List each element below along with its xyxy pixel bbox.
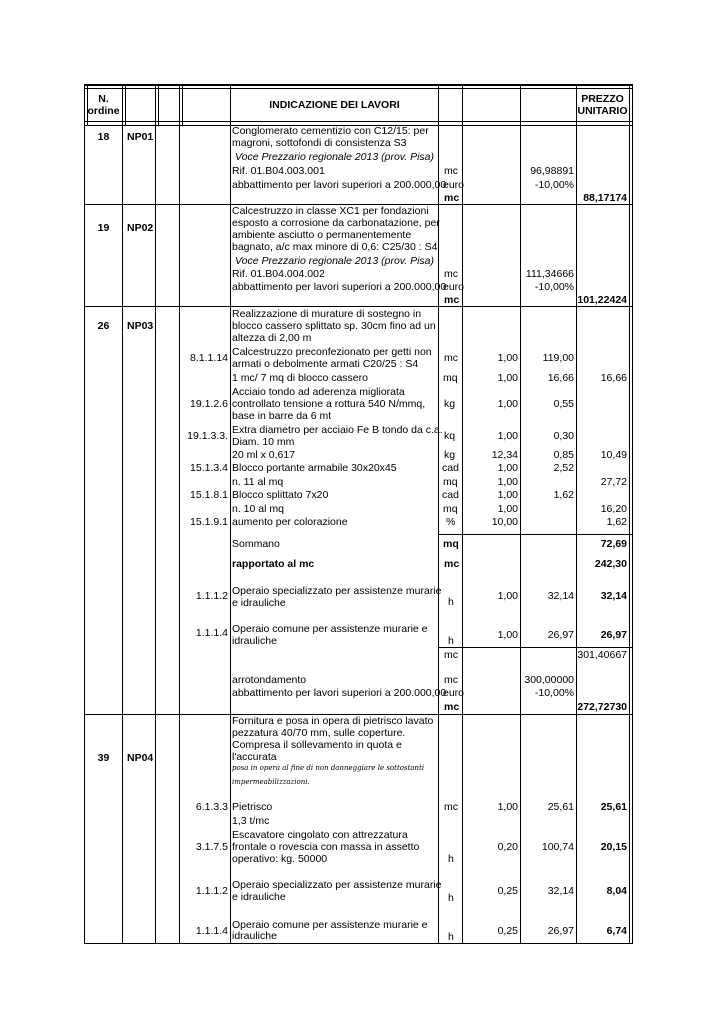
- quantity: 0,25: [497, 925, 518, 937]
- component-description: Blocco splittato 7x20: [232, 489, 329, 501]
- component-description: Escavatore cingolato con attrezzatura: [232, 829, 408, 841]
- item-description: Calcestruzzo in classe XC1 per fondazioni: [232, 205, 429, 217]
- line-total: 16,20: [600, 503, 627, 515]
- line-total: 27,72: [600, 476, 627, 488]
- item-description: magroni, sottofondi di consistenza S3: [232, 137, 407, 149]
- quantity: 1,00: [497, 430, 518, 442]
- component-description: Operaio specializzato per assistenze murarie: [232, 879, 442, 891]
- discount-percent: -10,00%: [534, 281, 574, 293]
- item-description: Compresa il sollevamento in quota e: [232, 739, 402, 751]
- unit: kq: [444, 430, 456, 442]
- col-line: [125, 86, 126, 126]
- discount-percent: -10,00%: [534, 687, 574, 699]
- component-description: n. 10 al mq: [232, 503, 284, 515]
- col-line: [462, 86, 463, 944]
- component-description: e idrauliche: [232, 597, 286, 609]
- component-description: Blocco portante armabile 30x20x45: [232, 462, 397, 474]
- unit: mc: [444, 674, 458, 686]
- unit-price: 0,30: [553, 430, 574, 442]
- line-total: 6,74: [606, 925, 627, 937]
- component-code: 19.1.2.6: [190, 398, 228, 410]
- quantity: 1,00: [497, 372, 518, 384]
- col-line: [158, 86, 159, 126]
- discount-note: abbattimento per lavori superiori a 200.000,00: [232, 179, 447, 191]
- unit: mc: [444, 801, 458, 813]
- unit-price: 2,52: [553, 462, 574, 474]
- subtotal-label: Sommano: [232, 538, 280, 550]
- quantity: 1,00: [497, 462, 518, 474]
- unit: euro: [443, 687, 465, 699]
- col-line: [84, 84, 85, 944]
- unit: cad: [442, 489, 459, 501]
- item-description: ambiente asciutto o permanentemente: [232, 229, 412, 241]
- rounding-label: arrotondamento: [232, 674, 307, 686]
- unit: mq: [443, 503, 458, 515]
- conversion-label: rapportato al mc: [232, 558, 315, 570]
- col-line: [438, 86, 439, 944]
- quantity: 1,00: [497, 489, 518, 501]
- item-number: 26: [97, 320, 110, 332]
- discount-percent: -10,00%: [534, 179, 574, 191]
- unit-price: 0,55: [553, 398, 574, 410]
- unit: h: [448, 635, 454, 647]
- component-code: 3.1.7.5: [195, 841, 228, 853]
- component-code: 8.1.1.14: [190, 352, 228, 364]
- col-line: [155, 86, 156, 944]
- unit-price: 32,14: [547, 885, 574, 897]
- component-description: aumento per colorazione: [232, 516, 348, 528]
- component-description: Diam. 10 mm: [232, 436, 295, 448]
- unit: cad: [442, 462, 459, 474]
- component-description: Operaio comune per assistenze murarie e: [232, 919, 428, 931]
- unit-price: 96,98891: [530, 165, 574, 177]
- quantity: 1,00: [497, 398, 518, 410]
- item-description: blocco cassero splittato sp. 30cm fino ad un: [232, 320, 436, 332]
- item-number: 39: [97, 752, 110, 764]
- handwritten-note: impermeabilizzazioni.: [232, 778, 310, 786]
- item-number: 19: [97, 222, 110, 234]
- item-description: Conglomerato cementizio con C12/15: per: [232, 125, 429, 137]
- item-description: pezzatura 40/70 mm, sulle coperture.: [232, 727, 406, 739]
- component-description: Operaio specializzato per assistenze murarie: [232, 585, 442, 597]
- discount-note: abbattimento per lavori superiori a 200.000,00: [232, 687, 447, 699]
- component-description: operativo: kg. 50000: [232, 853, 328, 865]
- unit: euro: [443, 179, 465, 191]
- header-price-label: UNITARIO: [577, 105, 628, 117]
- component-description: frontale o rovescia con massa in assetto: [232, 841, 420, 853]
- subtotal-value: 301,40667: [577, 649, 627, 661]
- item-description: altezza di 2,00 m: [232, 332, 312, 344]
- final-unit-price: 101,22424: [577, 294, 627, 306]
- col-line: [632, 84, 633, 944]
- reference-code: Rif. 01.B04.004.002: [232, 268, 325, 280]
- item-description: bagnato, a/c max minore di 0,6: C25/30 : S4: [232, 241, 438, 253]
- component-description: idrauliche: [232, 930, 277, 942]
- component-description: 1,3 t/mc: [232, 815, 270, 827]
- item-description: l'accurata: [232, 751, 277, 763]
- unit: mc: [444, 649, 458, 661]
- col-line: [230, 86, 231, 944]
- header-price-label: PREZZO: [581, 93, 624, 105]
- component-description: armati o debolmente armati C20/25 : S4: [232, 358, 419, 370]
- item-code: NP01: [127, 131, 154, 143]
- unit: mq: [443, 538, 459, 550]
- component-description: Pietrisco: [232, 801, 273, 813]
- unit: mc: [444, 268, 458, 280]
- table-top-border-inner: [84, 88, 633, 89]
- component-description: Operaio comune per assistenze murarie e: [232, 623, 428, 635]
- price-list-reference: Voce Prezzario regionale 2013 (prov. Pisa): [235, 255, 435, 267]
- unit: mc: [444, 192, 460, 204]
- unit: mc: [444, 701, 460, 713]
- unit: mc: [444, 294, 460, 306]
- component-description: 20 ml x 0,617: [232, 449, 296, 461]
- col-line: [122, 86, 123, 944]
- table-top-border: [84, 84, 633, 86]
- component-description: idrauliche: [232, 635, 277, 647]
- header-num-label: N.: [98, 93, 109, 105]
- component-description: Calcestruzzo preconfezionato per getti non: [232, 346, 432, 358]
- item-code: NP02: [127, 222, 154, 234]
- item-code: NP03: [127, 320, 154, 332]
- final-unit-price: 272,72730: [577, 701, 627, 713]
- line-total: 20,15: [600, 841, 627, 853]
- handwritten-note: posa in opera al fine di non danneggiare le sottostanti: [232, 764, 425, 772]
- item-description: Realizzazione di murature di sostegno in: [232, 308, 422, 320]
- line-total: 16,66: [600, 372, 627, 384]
- component-description: Extra diametro per acciaio Fe B tondo da c.a.: [232, 424, 443, 436]
- component-code: 1.1.1.2: [195, 885, 228, 897]
- quantity: 1,00: [497, 476, 518, 488]
- unit: mq: [443, 372, 458, 384]
- table-bottom-border: [84, 943, 633, 944]
- final-unit-price: 88,17174: [583, 192, 627, 204]
- line-total: 26,97: [600, 629, 627, 641]
- unit-price: 26,97: [547, 925, 574, 937]
- item-description: esposto a corrosione da carbonatazione, per: [232, 217, 440, 229]
- subtotal-rule: [438, 534, 632, 535]
- item-number: 18: [97, 131, 110, 143]
- col-line: [520, 86, 521, 944]
- row-separator: [84, 306, 633, 307]
- subtotal-value: 72,69: [600, 538, 627, 550]
- component-description: n. 11 al mq: [232, 476, 284, 488]
- quantity: 1,00: [497, 801, 518, 813]
- unit: h: [448, 596, 454, 608]
- quantity: 1,00: [497, 590, 518, 602]
- unit-price: 100,74: [541, 841, 574, 853]
- unit-price: 32,14: [547, 590, 574, 602]
- component-code: 1.1.1.2: [195, 590, 228, 602]
- component-description: 1 mc/ 7 mq di blocco cassero: [232, 372, 368, 384]
- component-code: 15.1.3.4: [190, 462, 228, 474]
- line-total: 1,62: [606, 516, 627, 528]
- quantity: 10,00: [491, 516, 518, 528]
- quantity: 12,34: [491, 449, 518, 461]
- reference-code: Rif. 01.B04.003.001: [232, 165, 325, 177]
- line-total: 32,14: [600, 590, 627, 602]
- quantity: 1,00: [497, 352, 518, 364]
- item-description: Fornitura e posa in opera di pietrisco lavato: [232, 715, 434, 727]
- price-list-reference: Voce Prezzario regionale 2013 (prov. Pisa): [235, 151, 435, 163]
- header-bottom-rule: [84, 121, 633, 122]
- unit: h: [448, 931, 454, 943]
- col-line: [182, 86, 183, 126]
- quantity: 0,25: [497, 885, 518, 897]
- unit-price: 16,66: [547, 372, 574, 384]
- unit: %: [446, 516, 456, 528]
- rounded-price: 300,00000: [524, 674, 574, 686]
- quantity: 1,00: [497, 503, 518, 515]
- header-num-label: ordine: [87, 105, 120, 117]
- unit: mc: [444, 558, 460, 570]
- header-description-label: INDICAZIONE DEI LAVORI: [269, 99, 400, 111]
- unit: mc: [444, 165, 458, 177]
- component-description: e idrauliche: [232, 891, 286, 903]
- col-line: [576, 86, 577, 944]
- component-code: 1.1.1.4: [195, 925, 228, 937]
- quantity: 1,00: [497, 629, 518, 641]
- component-description: Acciaio tondo ad aderenza migliorata: [232, 386, 405, 398]
- line-total: 25,61: [600, 801, 627, 813]
- component-code: 1.1.1.4: [195, 627, 228, 639]
- unit-price: 0,85: [553, 449, 574, 461]
- component-description: base in barre da 6 mt: [232, 410, 332, 422]
- discount-note: abbattimento per lavori superiori a 200.000,00: [232, 281, 447, 293]
- unit-price: 26,97: [547, 629, 574, 641]
- component-code: 15.1.8.1: [190, 489, 228, 501]
- component-code: 19.1.3.3.: [187, 430, 228, 442]
- quantity: 0,20: [497, 841, 518, 853]
- line-total: 10,49: [600, 449, 627, 461]
- unit: h: [448, 853, 454, 865]
- unit: kg: [444, 449, 456, 461]
- unit: mc: [444, 352, 458, 364]
- unit-price: 25,61: [547, 801, 574, 813]
- component-description: controllato tensione a rottura 540 N/mmq,: [232, 398, 426, 410]
- col-line: [179, 86, 180, 944]
- subtotal-rule: [438, 647, 632, 648]
- converted-value: 242,30: [594, 558, 627, 570]
- unit: mq: [443, 476, 458, 488]
- component-code: 15.1.9.1: [190, 516, 228, 528]
- unit-price: 119,00: [542, 352, 574, 364]
- item-code: NP04: [127, 752, 154, 764]
- unit: euro: [443, 281, 465, 293]
- unit-price: 111,34666: [525, 268, 574, 280]
- unit-price: 1,62: [553, 489, 574, 501]
- unit: kg: [444, 398, 456, 410]
- line-total: 8,04: [606, 885, 627, 897]
- col-line: [629, 84, 630, 944]
- unit: h: [448, 892, 454, 904]
- component-code: 6.1.3.3: [195, 801, 228, 813]
